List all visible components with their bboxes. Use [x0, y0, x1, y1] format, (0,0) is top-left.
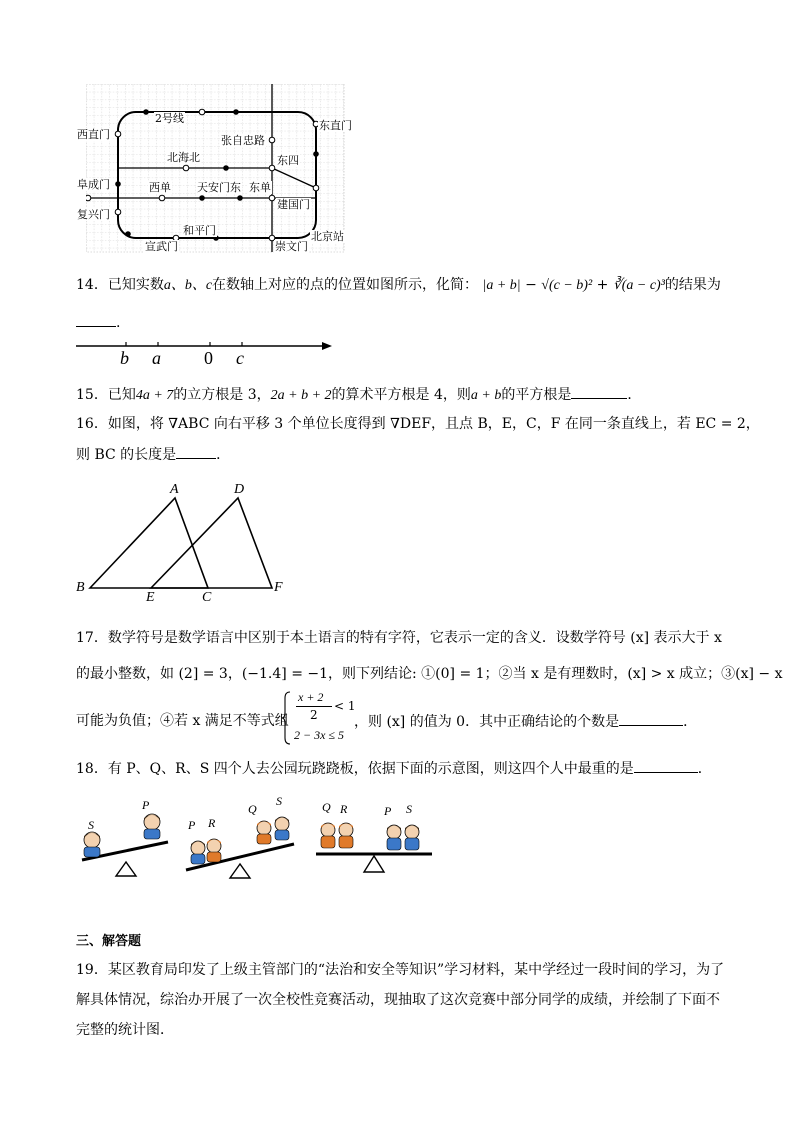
- subway-map: [77, 84, 352, 254]
- seesaw-1: [82, 814, 168, 876]
- map-label-xizhimen: 西直门: [77, 128, 110, 141]
- q17-line3-a: 可能为负值；④若 x 满足不等式组: [76, 713, 289, 729]
- q14-text: 14．已知实数a、b、c在数轴上对应的点的位置如图所示，化简： |a + b| − √(c − b)² + ∛(a − c)³的结果为: [76, 277, 721, 293]
- label-f: F: [274, 580, 283, 595]
- frac-numerator: x + 2: [298, 690, 324, 704]
- triangle-def: [151, 498, 272, 588]
- label-e: E: [146, 590, 155, 605]
- q17-line1: 17．数学符号是数学语言中区别于本土语言的特有字符，它表示一定的含义．设数学符号 (x] 表示大于 x: [76, 630, 722, 646]
- q18-text: 18．有 P、Q、R、S 四个人去公园玩跷跷板，依据下面的示意图，则这四个人中最重的是 ．: [76, 758, 712, 779]
- map-label-zhangzizhonglu: 张自忠路: [221, 134, 265, 147]
- frac-bar: [296, 706, 332, 707]
- axis-label-c: c: [236, 348, 244, 368]
- map-label-fuchengmen: 阜成门: [77, 178, 110, 191]
- q19-line3: 完整的统计图．: [76, 1022, 174, 1038]
- map-label-xidan: 西单: [149, 181, 171, 194]
- q17-line2: 的最小整数，如 (2] = 3，(−1.4] = −1，则下列结论: ①(0] = 1；②当 x 是有理数时，(x] > x 成立；③(x] − x: [76, 666, 783, 682]
- map-label-tiananmendong: 天安门东: [197, 181, 241, 194]
- frac-denominator: 2: [310, 708, 318, 722]
- seesaw1-label-s: S: [88, 818, 94, 832]
- axis-label-a: a: [152, 348, 161, 368]
- seesaw1-label-p: P: [142, 798, 150, 812]
- map-label-dongdan: 东单: [249, 181, 271, 194]
- axis-label-0: 0: [204, 348, 213, 368]
- triangles: [76, 482, 296, 612]
- q15-blank[interactable]: [571, 384, 627, 399]
- seesaw3-label-q: Q: [322, 800, 331, 814]
- map-label-hepingmen: 和平门: [183, 224, 216, 237]
- label-a: A: [170, 482, 179, 497]
- seesaw2-label-s: S: [276, 794, 282, 808]
- seesaw2-label-p: P: [188, 818, 196, 832]
- map-label-beihaibei: 北海北: [167, 151, 200, 164]
- q14-number-line: [76, 334, 338, 370]
- label-d: D: [234, 482, 245, 497]
- q16-line2: 则 BC 的长度是 ．: [76, 444, 230, 465]
- q19-line1: 19．某区教育局印发了上级主管部门的“法治和安全等知识”学习材料，某中学经过一段时间的学习，为了: [76, 962, 725, 978]
- ineq-second: 2 − 3x ≤ 5: [294, 728, 345, 742]
- map-label-dongzhimen: 东直门: [319, 119, 352, 132]
- brace: [282, 690, 292, 746]
- q19-line2: 解具体情况，综治办开展了一次全校性竞赛活动，现抽取了这次竞赛中部分同学的成绩，并绘制了下面不: [76, 992, 720, 1008]
- seesaw2-label-q: Q: [248, 802, 257, 816]
- map-label-line2: 2号线: [155, 112, 184, 125]
- map-label-fuxingmen: 复兴门: [77, 208, 110, 221]
- q14-blank[interactable]: [76, 312, 116, 327]
- section-heading: 三、解答题: [76, 934, 142, 949]
- seesaw3-label-r: R: [340, 802, 348, 816]
- q17-line3-b: ，则 (x] 的值为 0．其中正确结论的个数是 ．: [354, 711, 697, 732]
- q16-figure: [76, 482, 296, 612]
- map-label-jianguomen: 建国门: [277, 198, 310, 211]
- seesaw2-label-r: R: [208, 816, 216, 830]
- seesaw-2: [186, 817, 294, 878]
- ineq-first-rhs: < 1: [334, 699, 356, 713]
- map-label-beijingzhan: 北京站: [311, 230, 344, 243]
- q14-answer-line: .: [76, 312, 120, 333]
- label-c: C: [202, 590, 212, 605]
- map-label-xuanwumen: 宣武门: [145, 240, 178, 253]
- map-label-dongsi: 东四: [277, 154, 299, 167]
- seesaw-figures: [76, 792, 436, 882]
- seesaw3-label-p: P: [384, 804, 392, 818]
- seesaw3-label-s: S: [406, 802, 412, 816]
- map-label-chongwenmen: 崇文门: [275, 240, 308, 253]
- q18-blank[interactable]: [634, 758, 698, 773]
- q15-text: 15．已知4a + 7的立方根是 3，2a + b + 2的算术平方根是 4，则a + b的平方根是 ．: [76, 384, 641, 406]
- q16-line1: 16．如图，将 ∇ABC 向右平移 3 个单位长度得到 ∇DEF，且点 B，E，C，F 在同一条直线上，若 EC = 2，: [76, 416, 760, 432]
- triangle-abc: [90, 498, 208, 588]
- axis-label-b: b: [120, 348, 129, 368]
- label-b: B: [76, 580, 85, 595]
- seesaw-3: [316, 823, 432, 872]
- q17-blank[interactable]: [619, 711, 683, 726]
- q16-blank[interactable]: [176, 444, 216, 459]
